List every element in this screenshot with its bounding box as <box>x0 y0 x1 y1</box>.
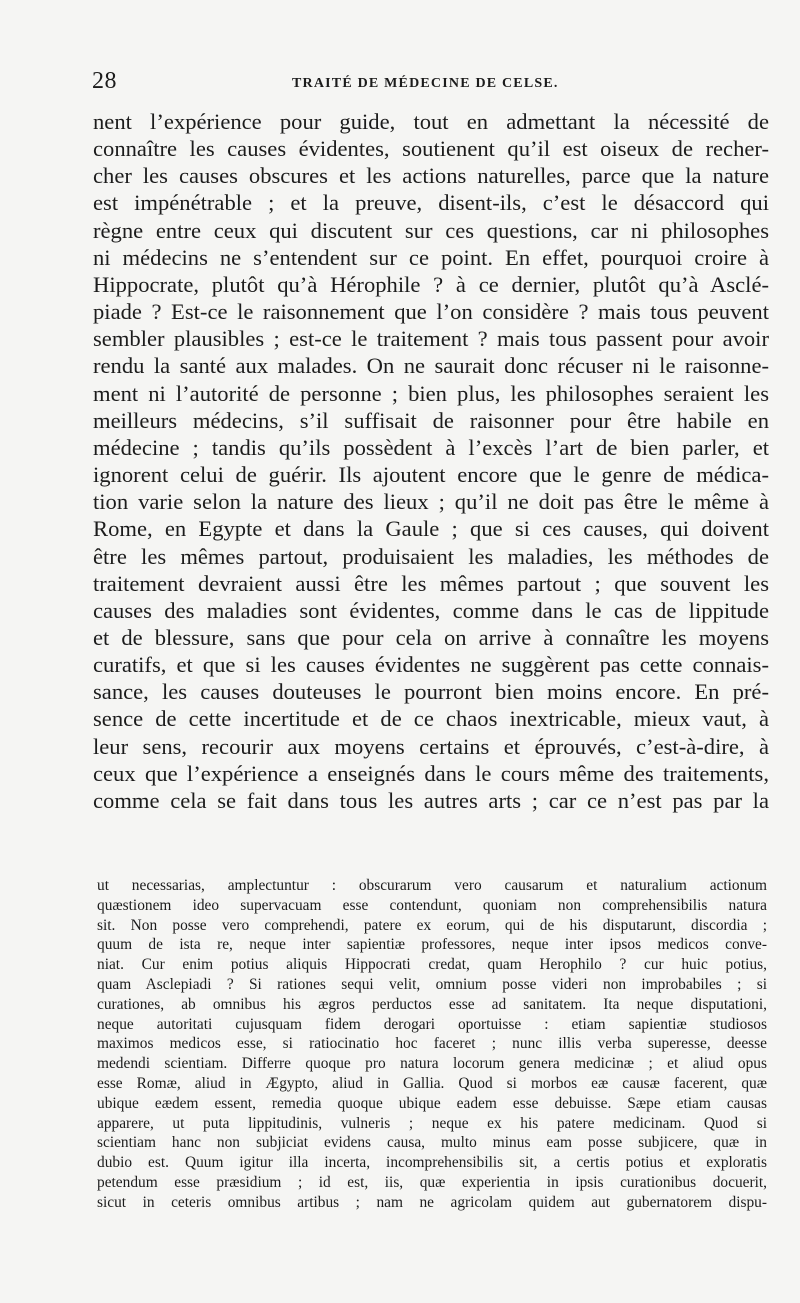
text-line: leur sens, recourir aux moyens certains et éprouvés, c’est-à-dire, à <box>93 733 769 759</box>
text-line: nent l’expérience pour guide, tout en admettant la nécessité de <box>93 109 769 134</box>
text-line: sence de cette incertitude et de ce chaos inextricable, mieux vaut, à <box>93 706 769 732</box>
text-line: ceux que l’expérience a enseignés dans le cours même des traitements, <box>93 760 769 786</box>
text-line: ni médecins ne s’entendent sur ce point. En effet, pourquoi croire à <box>93 244 769 270</box>
text-line: piade ? Est-ce le raisonnement que l’on considère ? mais tous peuvent <box>93 299 769 325</box>
text-line: traitement devraient aussi être les mêmes partout ; que souvent les <box>93 570 769 596</box>
text-line: curatifs, et que si les causes évidentes ne suggèrent pas cette connais- <box>93 652 769 678</box>
text-line: médecine ; tandis qu’ils possèdent à l’excès l’art de bien parler, et <box>93 434 769 460</box>
note-line: ut necessarias, amplectuntur : obscurarum vero causarum et naturalium actionum <box>97 877 767 894</box>
note-line: curationes, ab omnibus his ægros perductos esse ad sanitatem. Ita neque disputationi, <box>97 995 767 1013</box>
text-line: connaître les causes évidentes, soutienent qu’il est oiseux de recher- <box>93 136 769 162</box>
note-line: medendi scientiam. Differre quoque pro natura locorum genera medicinæ ; et aliud opus <box>97 1055 767 1073</box>
text-line: tion varie selon la nature des lieux ; qu’il ne doit pas être le même à <box>93 489 769 515</box>
latin-original-text <box>97 876 767 1213</box>
note-line: sicut in ceteris omnibus artibus ; nam ne agricolam quidem aut gubernatorem dispu- <box>97 1193 767 1211</box>
note-line: petendum esse præsidium ; id est, iis, quæ experientia in ipsis curationibus docuerit, <box>97 1173 767 1191</box>
page-number: 28 <box>92 68 117 94</box>
text-line: sance, les causes douteuses le pourront bien moins encore. En pré- <box>93 679 769 705</box>
text-line: Hippocrate, plutôt qu’à Hérophile ? à ce dernier, plutôt qu’à Asclé- <box>93 271 769 297</box>
note-line: neque autoritati cujusquam fidem derogari oportuisse : etiam sapientiæ studiosos <box>97 1015 767 1033</box>
running-title: TRAITÉ DE MÉDECINE DE CELSE. <box>292 76 559 91</box>
note-line: scientiam hanc non subjiciat evidens causa, multo minus eam posse subjicere, quæ in <box>97 1134 767 1152</box>
text-line: ment ni l’autorité de personne ; bien plus, les philosophes seraient les <box>93 380 769 406</box>
note-line: quæstionem ideo supervacuam esse contendunt, quoniam non comprehensibilis natura <box>97 896 767 914</box>
text-line: être les mêmes partout, produisaient les maladies, les méthodes de <box>93 543 769 569</box>
note-line: quum de ista re, neque inter sapientiæ professores, neque inter ipsos medicos conve- <box>97 936 767 954</box>
text-line: causes des maladies sont évidentes, comme dans le cas de lippitude <box>93 597 769 623</box>
running-head <box>92 68 770 100</box>
text-line: règne entre ceux qui discutent sur ces questions, car ni philosophes <box>93 217 769 243</box>
text-line: et de blessure, sans que pour cela on arrive à connaître les moyens <box>93 624 769 650</box>
note-line: sit. Non posse vero comprehendi, patere ex eorum, qui de his disputarunt, discordia ; <box>97 916 767 934</box>
text-line: rendu la santé aux malades. On ne saurait donc récuser ni le raisonne- <box>93 353 769 379</box>
note-line: quam Asclepiadi ? Si rationes sequi velit, omnium posse videri non improbabiles ; si <box>97 975 767 993</box>
french-translation-text <box>93 108 769 814</box>
note-line: apparere, ut puta lippitudinis, vulneris ; neque ex his patere medicinam. Quod si <box>97 1114 767 1132</box>
text-line: ignorent celui de guérir. Ils ajoutent encore que le genre de médica- <box>93 462 769 488</box>
text-line: est impénétrable ; et la preuve, disent-ils, c’est le désaccord qui <box>93 190 769 216</box>
note-line: esse Romæ, aliud in Ægypto, aliud in Gallia. Quod si morbos eæ causæ facerent, quæ <box>97 1074 767 1092</box>
text-line: Rome, en Egypte et dans la Gaule ; que si ces causes, qui doivent <box>93 516 769 542</box>
text-line: sembler plausibles ; est-ce le traitement ? mais tous passent pour avoir <box>93 326 769 352</box>
text-line: comme cela se fait dans tous les autres arts ; car ce n’est pas par la <box>93 787 769 813</box>
text-line: meilleurs médecins, s’il suffisait de raisonner pour être habile en <box>93 407 769 433</box>
note-line: dubio est. Quum igitur illa incerta, incomprehensibilis sit, a certis potius et exploratis <box>97 1154 767 1172</box>
note-line: niat. Cur enim potius aliquis Hippocrati credat, quam Herophilo ? cur huic potius, <box>97 956 767 974</box>
note-line: maximos medicos esse, si ratiocinatio hoc faceret ; nunc illis verba superesse, deesse <box>97 1035 767 1053</box>
note-line: ubique eædem essent, remedia quoque ubique eadem esse debuisse. Sæpe etiam causas <box>97 1094 767 1112</box>
text-line: cher les causes obscures et les actions naturelles, parce que la nature <box>93 163 769 189</box>
